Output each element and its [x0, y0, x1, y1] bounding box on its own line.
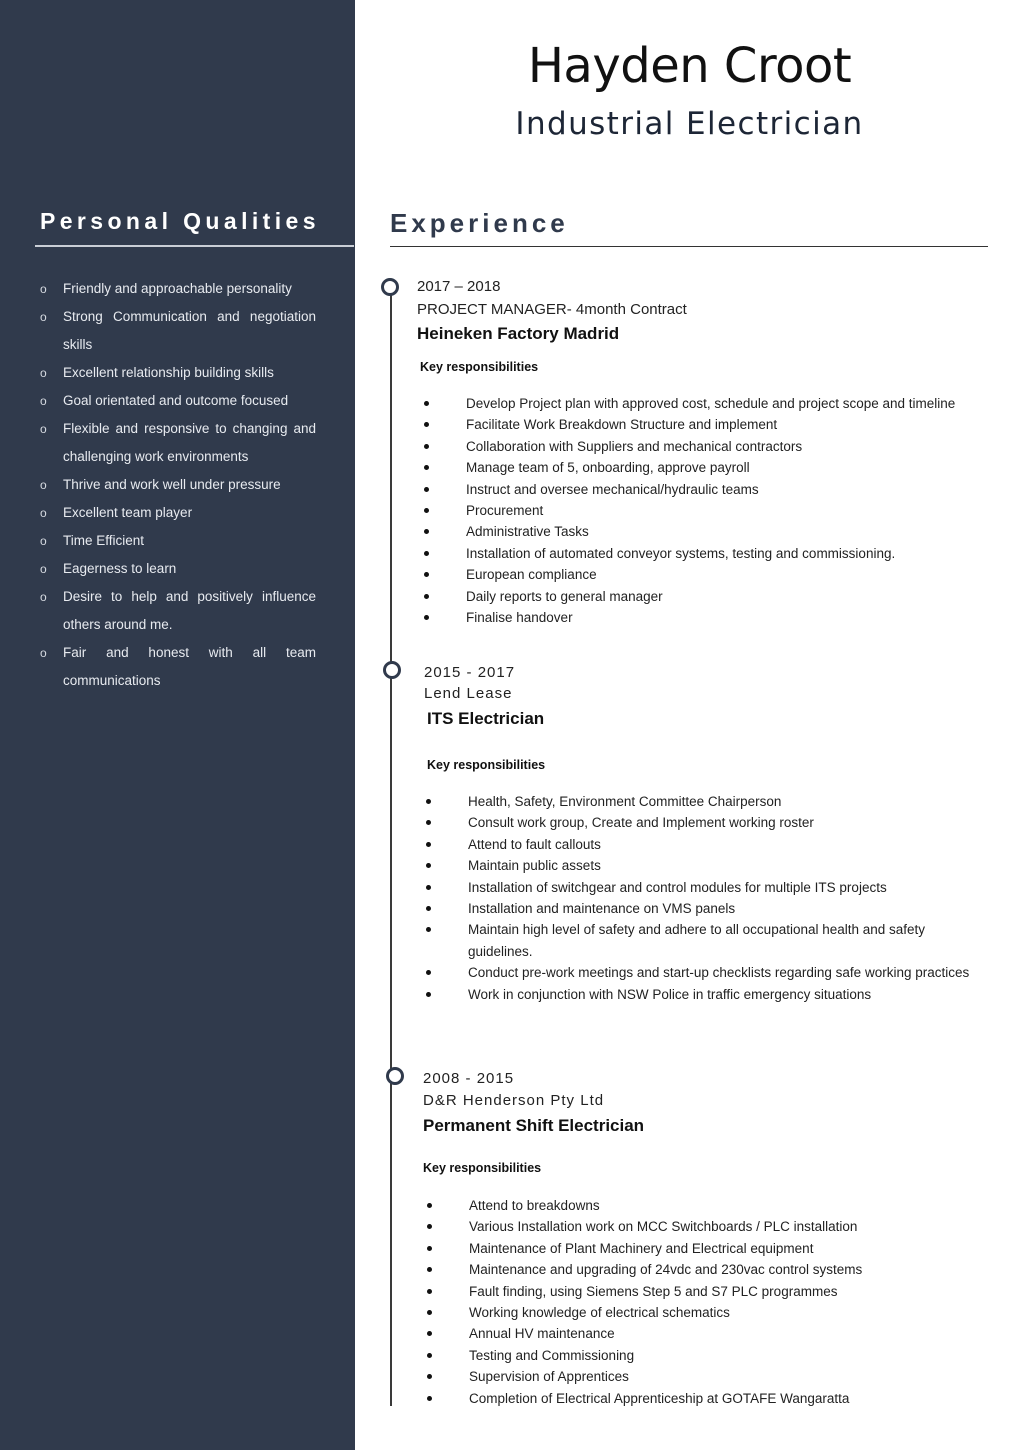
job-role: ITS Electrician: [427, 709, 545, 728]
list-marker: o: [40, 506, 47, 520]
bullet-icon: [424, 551, 429, 556]
list-item: Fault finding, using Siemens Step 5 and S7 PLC programmes: [469, 1281, 1013, 1302]
experience-heading: Experience: [390, 208, 569, 238]
list-item: Consult work group, Create and Implement working roster: [468, 812, 1014, 833]
list-item: Attend to breakdowns: [469, 1195, 1013, 1216]
sidebar: [0, 0, 355, 1450]
quality-item: o Goal orientated and outcome focused: [40, 387, 316, 415]
job-years: 2017 – 2018: [417, 278, 501, 295]
bullet-icon: [426, 970, 431, 975]
bullet-icon: [424, 572, 429, 577]
list-item: Procurement: [466, 500, 1007, 521]
job-entry: [417, 275, 1007, 628]
bullet-icon: [427, 1267, 432, 1272]
bullet-icon: [424, 444, 429, 449]
list-item: Testing and Commissioning: [469, 1345, 1013, 1366]
list-item: Health, Safety, Environment Committee Chairperson: [468, 791, 1014, 812]
list-item: Collaboration with Suppliers and mechanical contractors: [466, 436, 1007, 457]
timeline-line: [390, 286, 392, 1406]
key-responsibilities-label: Key responsibilities: [423, 1161, 542, 1175]
list-item: Daily reports to general manager: [466, 586, 1007, 607]
bullet-icon: [427, 1289, 432, 1294]
list-marker: o: [40, 534, 47, 548]
bullet-icon: [424, 508, 429, 513]
job-company: Lend Lease: [424, 685, 513, 702]
list-marker: o: [40, 282, 47, 296]
candidate-name: Hayden Croot: [527, 38, 852, 94]
job-entry: [423, 1067, 1013, 1409]
job-role: Heineken Factory Madrid: [417, 324, 620, 343]
bullet-icon: [426, 992, 431, 997]
list-marker: o: [40, 422, 47, 436]
bullet-icon: [424, 487, 429, 492]
quality-item: o Excellent relationship building skills: [40, 359, 316, 387]
job-years: 2015 - 2017: [424, 664, 516, 681]
qualities-list: [40, 275, 316, 695]
list-marker: o: [40, 590, 47, 604]
bullet-icon: [426, 799, 431, 804]
list-item: Work in conjunction with NSW Police in traffic emergency situations: [468, 984, 1014, 1005]
list-marker: o: [40, 478, 47, 492]
bullet-icon: [427, 1396, 432, 1401]
quality-item: o Friendly and approachable personality: [40, 275, 316, 303]
quality-item: o Fair and honest with all team communications: [40, 639, 316, 695]
bullet-icon: [424, 594, 429, 599]
list-marker: o: [40, 366, 47, 380]
list-item: Finalise handover: [466, 607, 1007, 628]
responsibilities-list: [424, 791, 1014, 1005]
list-marker: o: [40, 646, 47, 660]
list-item: Installation of automated conveyor systems, testing and commissioning.: [466, 543, 1007, 564]
list-item: Conduct pre-work meetings and start-up checklists regarding safe working practices: [468, 962, 1014, 983]
list-item: Working knowledge of electrical schematics: [469, 1302, 1013, 1323]
bullet-icon: [426, 842, 431, 847]
list-item: Various Installation work on MCC Switchboards / PLC installation: [469, 1216, 1013, 1237]
list-item: European compliance: [466, 564, 1007, 585]
list-item: Installation and maintenance on VMS panels: [468, 898, 1014, 919]
experience-divider: [390, 246, 988, 247]
list-item: Attend to fault callouts: [468, 834, 1014, 855]
list-item: Develop Project plan with approved cost, schedule and project scope and timeline: [466, 393, 1007, 414]
bullet-icon: [427, 1224, 432, 1229]
list-marker: o: [40, 394, 47, 408]
list-item: Instruct and oversee mechanical/hydraulic teams: [466, 479, 1007, 500]
key-responsibilities-label: Key responsibilities: [420, 360, 539, 374]
job-company: D&R Henderson Pty Ltd: [423, 1092, 605, 1109]
bullet-icon: [427, 1310, 432, 1315]
candidate-title: Industrial Electrician: [515, 106, 864, 142]
job-company: PROJECT MANAGER- 4month Contract: [417, 301, 687, 318]
bullet-icon: [424, 465, 429, 470]
bullet-icon: [426, 906, 431, 911]
bullet-icon: [426, 820, 431, 825]
sidebar-divider: [35, 245, 354, 247]
list-marker: o: [40, 310, 47, 324]
quality-item: o Desire to help and positively influence others around me.: [40, 583, 316, 639]
list-item: Maintenance and upgrading of 24vdc and 230vac control systems: [469, 1259, 1013, 1280]
list-item: Facilitate Work Breakdown Structure and implement: [466, 414, 1007, 435]
bullet-icon: [427, 1246, 432, 1251]
key-responsibilities-label: Key responsibilities: [427, 758, 546, 772]
bullet-icon: [427, 1203, 432, 1208]
list-item: Manage team of 5, onboarding, approve payroll: [466, 457, 1007, 478]
bullet-icon: [426, 863, 431, 868]
quality-item: o Excellent team player: [40, 499, 316, 527]
job-years: 2008 - 2015: [423, 1070, 515, 1087]
job-role: Permanent Shift Electrician: [423, 1116, 645, 1135]
bullet-icon: [427, 1331, 432, 1336]
quality-item: o Strong Communication and negotiation skills: [40, 303, 316, 359]
list-item: Maintain public assets: [468, 855, 1014, 876]
bullet-icon: [424, 615, 429, 620]
responsibilities-list: [423, 1195, 1013, 1409]
list-item: Maintenance of Plant Machinery and Electrical equipment: [469, 1238, 1013, 1259]
list-item: Administrative Tasks: [466, 521, 1007, 542]
job-entry: [424, 661, 1014, 1005]
responsibilities-list: [417, 393, 1007, 628]
quality-item: o Thrive and work well under pressure: [40, 471, 316, 499]
list-item: Maintain high level of safety and adhere to all occupational health and safety guidelines.: [468, 919, 968, 962]
quality-item: o Flexible and responsive to changing and challenging work environments: [40, 415, 316, 471]
bullet-icon: [426, 927, 431, 932]
bullet-icon: [424, 529, 429, 534]
list-item: Completion of Electrical Apprenticeship at GOTAFE Wangaratta: [469, 1388, 1013, 1409]
list-item: Installation of switchgear and control modules for multiple ITS projects: [468, 877, 1014, 898]
bullet-icon: [424, 422, 429, 427]
bullet-icon: [427, 1374, 432, 1379]
list-item: Annual HV maintenance: [469, 1323, 1013, 1344]
list-marker: o: [40, 562, 47, 576]
list-item: Supervision of Apprentices: [469, 1366, 1013, 1387]
timeline-dot: [383, 661, 401, 679]
timeline-dot: [386, 1067, 404, 1085]
bullet-icon: [426, 885, 431, 890]
quality-item: o Time Efficient: [40, 527, 316, 555]
bullet-icon: [424, 401, 429, 406]
timeline-dot: [381, 278, 399, 296]
bullet-icon: [427, 1353, 432, 1358]
quality-item: o Eagerness to learn: [40, 555, 316, 583]
personal-qualities-heading: Personal Qualities: [40, 208, 320, 234]
